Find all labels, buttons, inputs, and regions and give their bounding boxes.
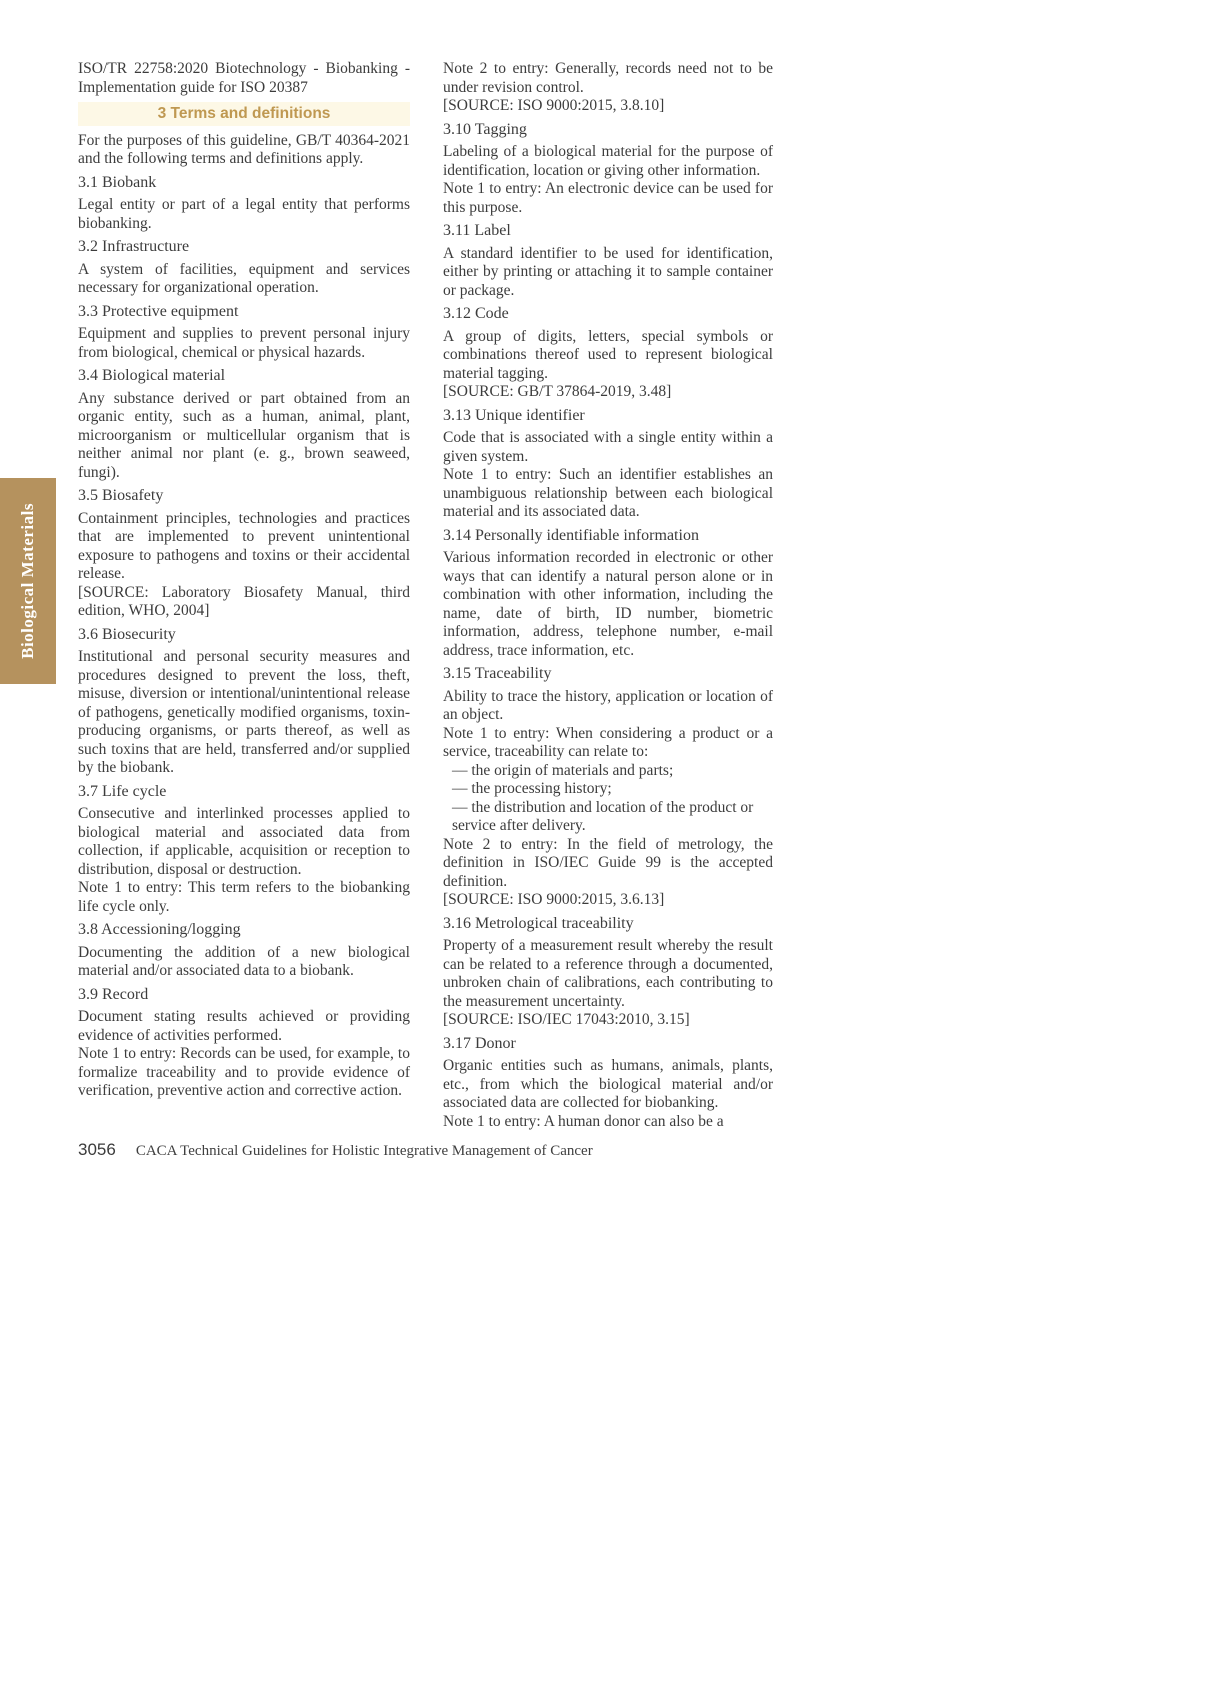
term-body [78,325,410,362]
paragraph: Note 1 to entry: This term refers to the biobanking life cycle only. [78,879,410,915]
term-heading: 3.10 Tagging [443,120,527,138]
term-body [78,648,410,778]
paragraph: Note 1 to entry: Records can be used, for example, to formalize traceability and to provide evidence of verification, preventive action and corrective action. [78,1045,410,1099]
term-body [78,1008,410,1101]
term-heading: 3.15 Traceability [443,665,552,682]
term-body [78,944,410,981]
paragraph: A system of facilities, equipment and services necessary for organizational operation. [78,260,410,296]
term-heading: 3.7 Life cycle [78,782,167,800]
paragraph: Consecutive and interlinked processes applied to biological material and associated data from collection, if applicable, acquisition or reception to distribution, disposal or destruction. [78,805,410,878]
paragraph: Note 1 to entry: A human donor can also be a [443,1112,724,1130]
paragraph: Various information recorded in electronic or other ways that can identify a natural person alone or in combination with other information, including the name, date of birth, ID number, biometric information, address, telephone number, e-mail address, trace information, etc. [443,549,773,659]
term-body [443,245,773,301]
term-body [443,937,773,1030]
paragraph: Any substance derived or part obtained from an organic entity, such as a human, animal, plant, microorganism or multicellular organism that is neither animal nor plant (e. g., brown seaweed, fungi). [78,389,410,481]
paragraph: A group of digits, letters, special symbols or combinations thereof used to represent biological material tagging. [443,327,773,382]
term-heading: 3.4 Biological material [78,367,226,384]
term-heading: 3.1 Biobank [78,173,157,191]
paragraph: Legal entity or part of a legal entity that performs biobanking. [78,196,410,232]
term-heading: 3.14 Personally identifiable information [443,526,699,544]
term-body [78,510,410,621]
footer-title: CACA Technical Guidelines for Holistic Integrative Management of Cancer [135,1143,593,1159]
paragraph: For the purposes of this guideline, GB/T 40364-2021 and the following terms and definitions apply. [78,131,410,167]
list-item: — the processing history; [452,780,612,797]
paragraph: [SOURCE: ISO 9000:2015, 3.6.13] [443,891,665,908]
paragraph: Documenting the addition of a new biological material and/or associated data to a biobank. [78,943,410,979]
paragraph: Ability to trace the history, application or location of an object. [443,687,773,723]
term-body [78,805,410,916]
paragraph: [SOURCE: ISO 9000:2015, 3.8.10] [443,97,665,114]
paragraph: Institutional and personal security measures and procedures designed to prevent the loss, theft, misuse, diversion or intentional/unintentional release of pathogens, genetically modified organisms, toxin-producing organisms, or parts thereof, as well as such toxins that are held, transferred and/or supplied by the biobank. [78,648,410,776]
chapter-tab [0,478,56,684]
paragraph: [SOURCE: Laboratory Biosafety Manual, third edition, WHO, 2004] [78,583,410,619]
term-heading: 3.13 Unique identifier [443,406,585,424]
term-body [443,60,773,116]
paragraph: [SOURCE: GB/T 37864-2019, 3.48] [443,383,672,400]
paragraph: Equipment and supplies to prevent personal injury from biological, chemical or physical hazards. [78,325,410,361]
term-heading: 3.8 Accessioning/logging [78,921,241,938]
paragraph: A standard identifier to be used for identification, either by printing or attaching it to sample container or package. [443,244,773,299]
section-heading-bar [78,102,410,126]
section-heading-text: 3 Terms and definitions [157,105,331,122]
term-body [443,549,773,660]
term-body [78,196,410,233]
term-body [78,261,410,298]
left-column [78,60,410,1103]
paragraph: Property of a measurement result whereby the result can be related to a reference through a documented, unbroken chain of calibrations, each contributing to the measurement uncertainty. [443,937,773,1010]
term-heading: 3.9 Record [78,985,149,1003]
right-column-blocks [443,60,773,1131]
term-heading: 3.3 Protective equipment [78,302,239,320]
paragraph: [SOURCE: ISO/IEC 17043:2010, 3.15] [443,1011,690,1028]
left-column-blocks [78,132,410,1101]
paragraph: Note 1 to entry: When considering a product or a service, traceability can relate to: [443,724,773,760]
list-item: — the distribution and location of the product or service after delivery. [452,798,754,834]
term-heading: 3.5 Biosafety [78,487,164,504]
paragraph: Note 2 to entry: In the field of metrology, the definition in ISO/IEC Guide 99 is the accepted definition. [443,835,773,890]
chapter-tab-label: Biological Materials [18,503,37,659]
right-column [443,60,773,1133]
list-item: — the origin of materials and parts; [452,761,674,779]
page-number: 3056 [78,1140,116,1159]
term-heading: 3.16 Metrological traceability [443,914,634,932]
term-heading: 3.12 Code [443,305,509,322]
term-heading: 3.11 Label [443,222,511,239]
term-heading: 3.2 Infrastructure [78,238,190,255]
term-body [443,429,773,522]
paragraph: Containment principles, technologies and practices that are implemented to prevent unintentional exposure to pathogens and toxins or their accidental release. [78,509,410,582]
term-body [78,132,410,169]
running-header: ISO/TR 22758:2020 Biotechnology - Biobanking - Implementation guide for ISO 20387 [78,60,410,96]
term-body [443,143,773,217]
term-heading: 3.17 Donor [443,1034,516,1052]
term-heading: 3.6 Biosecurity [78,625,176,643]
term-body [443,328,773,402]
page-footer [78,1140,593,1160]
paragraph: Organic entities such as humans, animals, plants, etc., from which the biological material and/or associated data are collected for biobanking. [443,1057,773,1111]
term-body [78,390,410,483]
paragraph: Labeling of a biological material for the purpose of identification, location or giving other information. [443,143,773,179]
paragraph: Note 1 to entry: An electronic device can be used for this purpose. [443,180,773,216]
paragraph: Note 1 to entry: Such an identifier establishes an unambiguous relationship between each biological material and its associated data. [443,466,773,520]
paragraph: Document stating results achieved or providing evidence of activities performed. [78,1008,410,1044]
paragraph: Note 2 to entry: Generally, records need not to be under revision control. [443,60,773,96]
term-body [443,1057,773,1131]
term-body [443,688,773,910]
paragraph: Code that is associated with a single entity within a given system. [443,429,773,465]
